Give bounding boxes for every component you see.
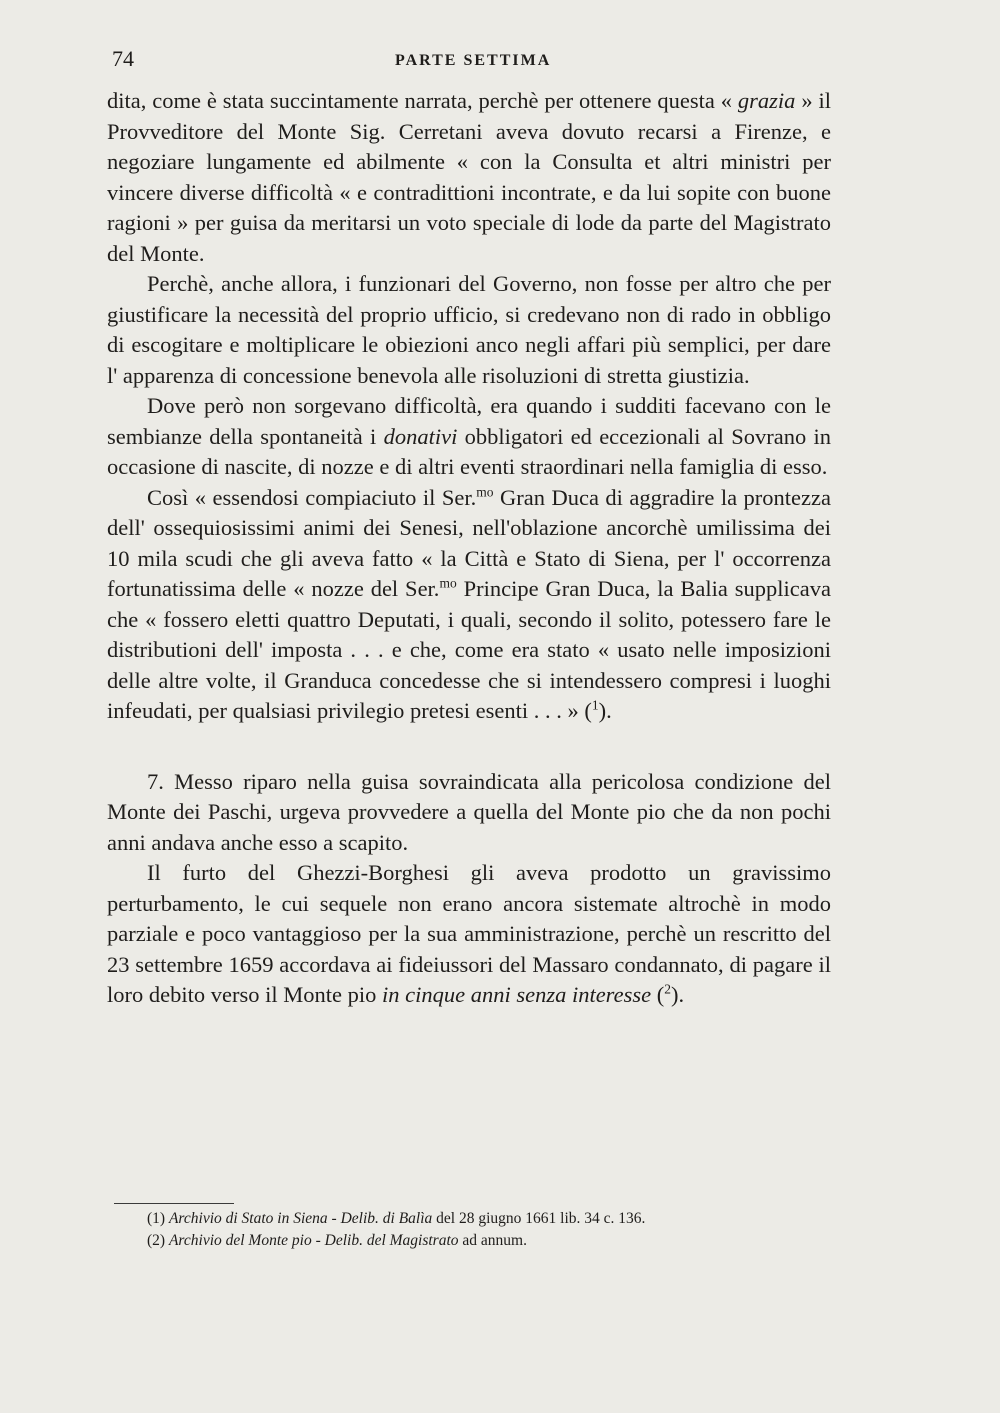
running-head: PARTE SETTIMA [395, 52, 552, 69]
paragraph-4-text-a: Così « essendosi compiaciuto il Ser. [147, 484, 477, 510]
paragraph-3-italic: donativi [383, 423, 458, 449]
paragraph-3-text-b: obbligatori ed eccezionali al Sovrano in occasione di nascite, di nozze e di altri eventi straordinari nella famiglia di esso. [107, 423, 831, 479]
footnote-detail: ad annum. [458, 1232, 527, 1249]
paragraph-1-text-b: » il Provveditore del Monte Sig. Cerretani aveva dovuto recarsi a Firenze, e negoziare lungamente ed abilmente « con la Consulta et altri ministri per vincere diverse difficoltà « e contradittioni incontrate, e da lui sopite con buone ragioni » per guisa da meritarsi un voto speciale di lode da parte del Magistrato del Monte. [107, 88, 831, 266]
paragraph-6 [107, 858, 831, 1011]
footnotes [147, 1208, 827, 1252]
paragraph-4 [107, 483, 831, 727]
footnote-2 [147, 1230, 827, 1252]
superscript-mo: mo [439, 575, 457, 591]
paragraph-2: Perchè, anche allora, i funzionari del Governo, non fosse per altro che per giustificare la necessità del proprio ufficio, si credevano non di rado in obbligo di escogitare e moltiplicare le obiezioni anco negli affari più semplici, per dare l' apparenza di concessione benevola alle risoluzioni di stretta giustizia. [107, 271, 831, 388]
paragraph-6-text-c: ). [670, 982, 685, 1007]
paragraph-1-text-a: dita, come è stata succintamente narrata, perchè per ottenere questa « [107, 88, 738, 113]
footnote-marker: (1) [147, 1210, 166, 1227]
paragraph-3 [107, 391, 831, 483]
paragraph-5: 7. Messo riparo nella guisa sovraindicata alla pericolosa condizione del Monte dei Paschi, urgeva provvedere a quella del Monte pio che da non pochi anni andava anche esso a scapito. [107, 768, 831, 855]
paragraph-4-text-c: Principe Gran Duca, la Balia supplicava che « fossero eletti quattro Deputati, i quali, secondo il solito, potessero fare le distributioni dell' imposta . . . e che, come era stato « usato nelle imposizioni delle altre volte, il Granduca concedesse che si intendessero compresi i luoghi infeudati, per qualsiasi privilegio pretesi esenti . . . » ( [107, 576, 831, 723]
footnote-source: Archivio del Monte pio - Delib. del Magistrato [168, 1232, 459, 1249]
footnote-1 [147, 1208, 827, 1230]
paragraph-4-text-d: ). [598, 698, 612, 723]
body-text [107, 86, 831, 1011]
footnote-detail: del 28 giugno 1661 lib. 34 c. 136. [432, 1210, 646, 1227]
paragraph-4-text-b: Gran Duca di aggradire la prontezza dell' ossequiosissimi animi dei Senesi, nell'oblazione ancorchè umilissima dei 10 mila scudi che gli aveva fatto « la Città e Stato di Siena, per l' occorrenza fortunatissima delle « nozze del Ser. [107, 484, 831, 601]
footnote-source: Archivio di Stato in Siena - Delib. di Balìa [168, 1210, 433, 1227]
footnote-ref-2: 2 [664, 981, 671, 997]
paragraph-6-text-b: ( [651, 982, 665, 1007]
footnote-ref-1: 1 [591, 697, 599, 713]
page-number: 74 [112, 46, 134, 71]
paragraph-1-italic: grazia [737, 88, 796, 113]
superscript-mo: mo [476, 484, 494, 499]
paragraph-6-text-a: Il furto del Ghezzi-Borghesi gli aveva prodotto un gravissimo perturbamento, le cui sequele non erano ancora sistemate altrochè in modo parziale e poco vantaggioso per la sua amministrazione, perchè un rescritto del 23 settembre 1659 accordava ai fideiussori del Massaro condannato, di pagare il loro debito verso il Monte pio [107, 860, 831, 1007]
footnote-rule [114, 1203, 234, 1204]
paragraph-1 [107, 86, 831, 269]
paragraph-6-italic: in cinque anni senza interesse [381, 982, 652, 1007]
paragraph-3-text-a: Dove però non sorgevano difficoltà, era quando i sudditi facevano con le sembianze della spontaneità i [107, 393, 831, 449]
footnote-marker: (2) [147, 1232, 166, 1249]
